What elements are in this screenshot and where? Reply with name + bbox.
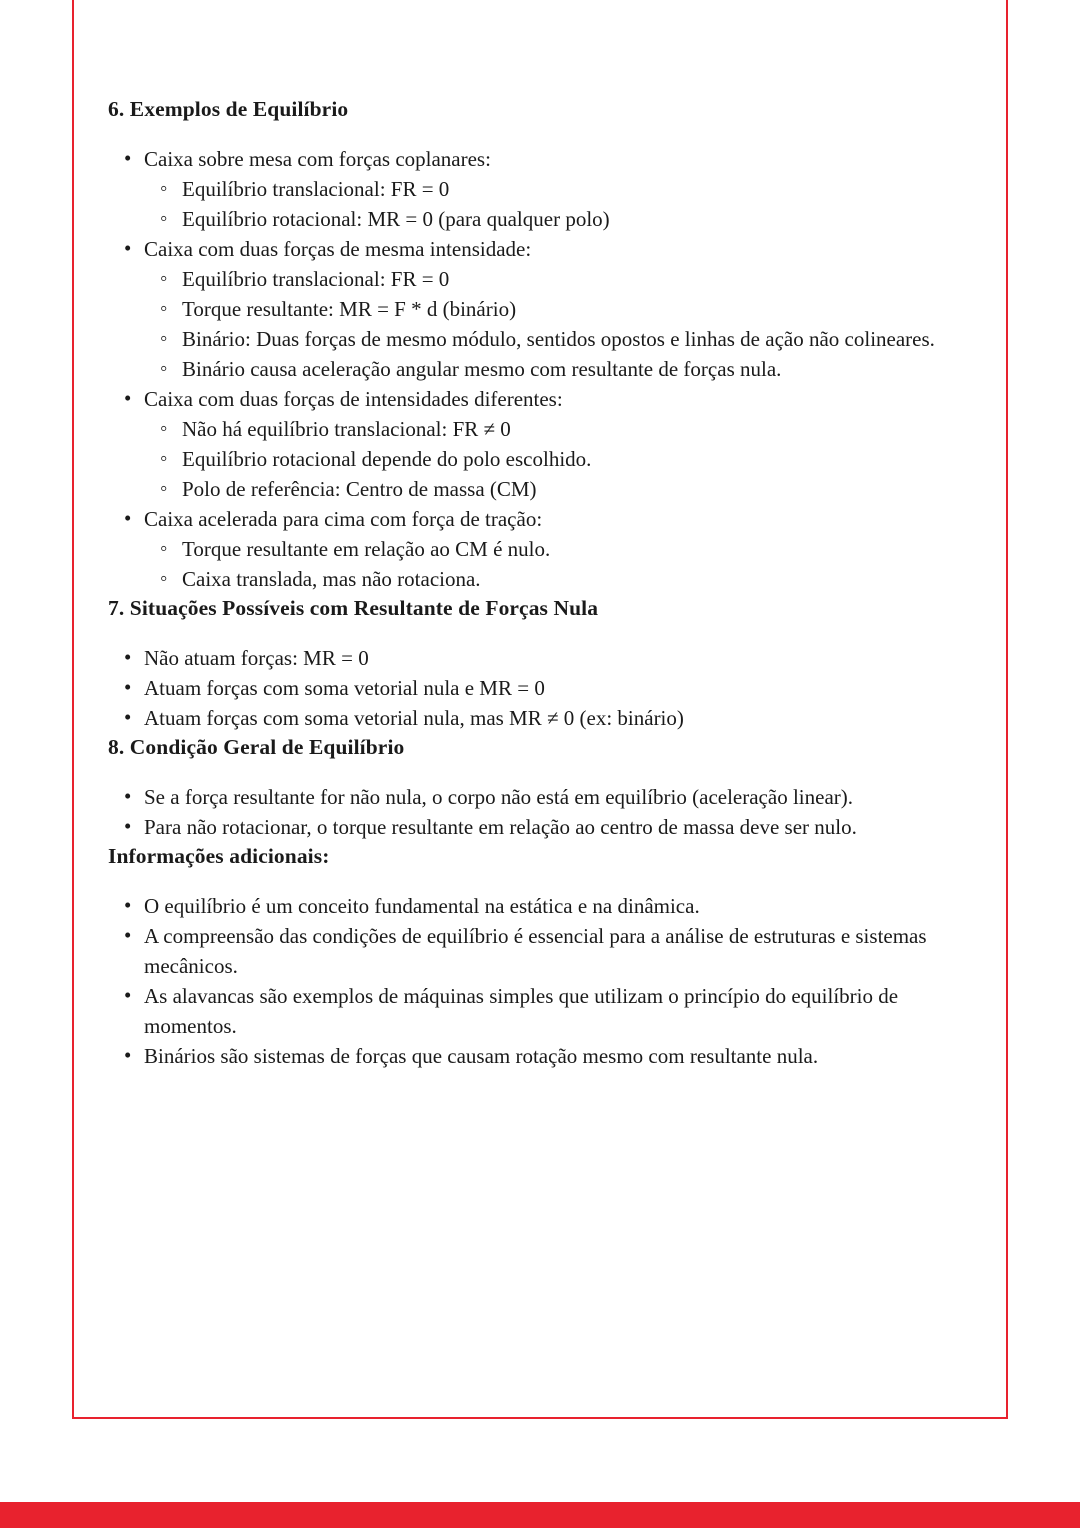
section-7-list xyxy=(108,643,968,733)
list-item-text: Caixa com duas forças de mesma intensidade: xyxy=(144,237,532,262)
list-item: • Se a força resultante for não nula, o corpo não está em equilíbrio (aceleração linear). xyxy=(108,782,968,812)
list-item xyxy=(108,144,968,234)
sublist-item: ◦ Equilíbrio rotacional: MR = 0 (para qualquer polo) xyxy=(144,204,968,234)
section-heading-additional: Informações adicionais: xyxy=(108,844,330,869)
list-item: • Binários são sistemas de forças que causam rotação mesmo com resultante nula. xyxy=(108,1041,968,1071)
list-item: • Atuam forças com soma vetorial nula, mas MR ≠ 0 (ex: binário) xyxy=(108,703,968,733)
sublist-item: ◦ Equilíbrio translacional: FR = 0 xyxy=(144,174,968,204)
list-item xyxy=(108,384,968,504)
list-item xyxy=(108,234,968,384)
sublist xyxy=(144,534,968,594)
section-heading-6: 6. Exemplos de Equilíbrio xyxy=(108,97,349,121)
list-item: • A compreensão das condições de equilíbrio é essencial para a análise de estruturas e sistemas mecânicos. xyxy=(108,921,968,981)
sublist-item: ◦ Não há equilíbrio translacional: FR ≠ 0 xyxy=(144,414,968,444)
list-item: • Não atuam forças: MR = 0 xyxy=(108,643,968,673)
list-item-text: Caixa acelerada para cima com força de tração: xyxy=(144,507,543,532)
sublist xyxy=(144,414,968,504)
list-item-text: Caixa sobre mesa com forças coplanares: xyxy=(144,147,491,172)
sublist xyxy=(144,174,968,234)
footer-bar xyxy=(0,1502,1080,1528)
list-item: • As alavancas são exemplos de máquinas simples que utilizam o princípio do equilíbrio de momentos. xyxy=(108,981,968,1041)
section-heading-7: 7. Situações Possíveis com Resultante de Forças Nula xyxy=(108,596,599,621)
sublist-item: ◦ Equilíbrio translacional: FR = 0 xyxy=(144,264,968,294)
list-item xyxy=(108,504,968,594)
list-item-text: Caixa com duas forças de intensidades diferentes: xyxy=(144,387,563,412)
list-item: • Para não rotacionar, o torque resultante em relação ao centro de massa deve ser nulo. xyxy=(108,812,968,842)
sublist-item: ◦ Torque resultante em relação ao CM é nulo. xyxy=(144,534,968,564)
document-body xyxy=(108,95,968,1071)
sublist-item: ◦ Caixa translada, mas não rotaciona. xyxy=(144,564,968,594)
section-8-list xyxy=(108,782,968,842)
sublist-item: ◦ Binário causa aceleração angular mesmo com resultante de forças nula. xyxy=(144,354,968,384)
list-item: • O equilíbrio é um conceito fundamental na estática e na dinâmica. xyxy=(108,891,968,921)
additional-info-list xyxy=(108,891,968,1071)
sublist-item: ◦ Torque resultante: MR = F * d (binário) xyxy=(144,294,968,324)
sublist-item: ◦ Polo de referência: Centro de massa (CM) xyxy=(144,474,968,504)
section-heading-8: 8. Condição Geral de Equilíbrio xyxy=(108,735,405,760)
sublist xyxy=(144,264,968,384)
list-item: • Atuam forças com soma vetorial nula e MR = 0 xyxy=(108,673,968,703)
sublist-item: ◦ Binário: Duas forças de mesmo módulo, sentidos opostos e linhas de ação não colineares. xyxy=(144,324,968,354)
section-6-list xyxy=(108,144,968,594)
sublist-item: ◦ Equilíbrio rotacional depende do polo escolhido. xyxy=(144,444,968,474)
